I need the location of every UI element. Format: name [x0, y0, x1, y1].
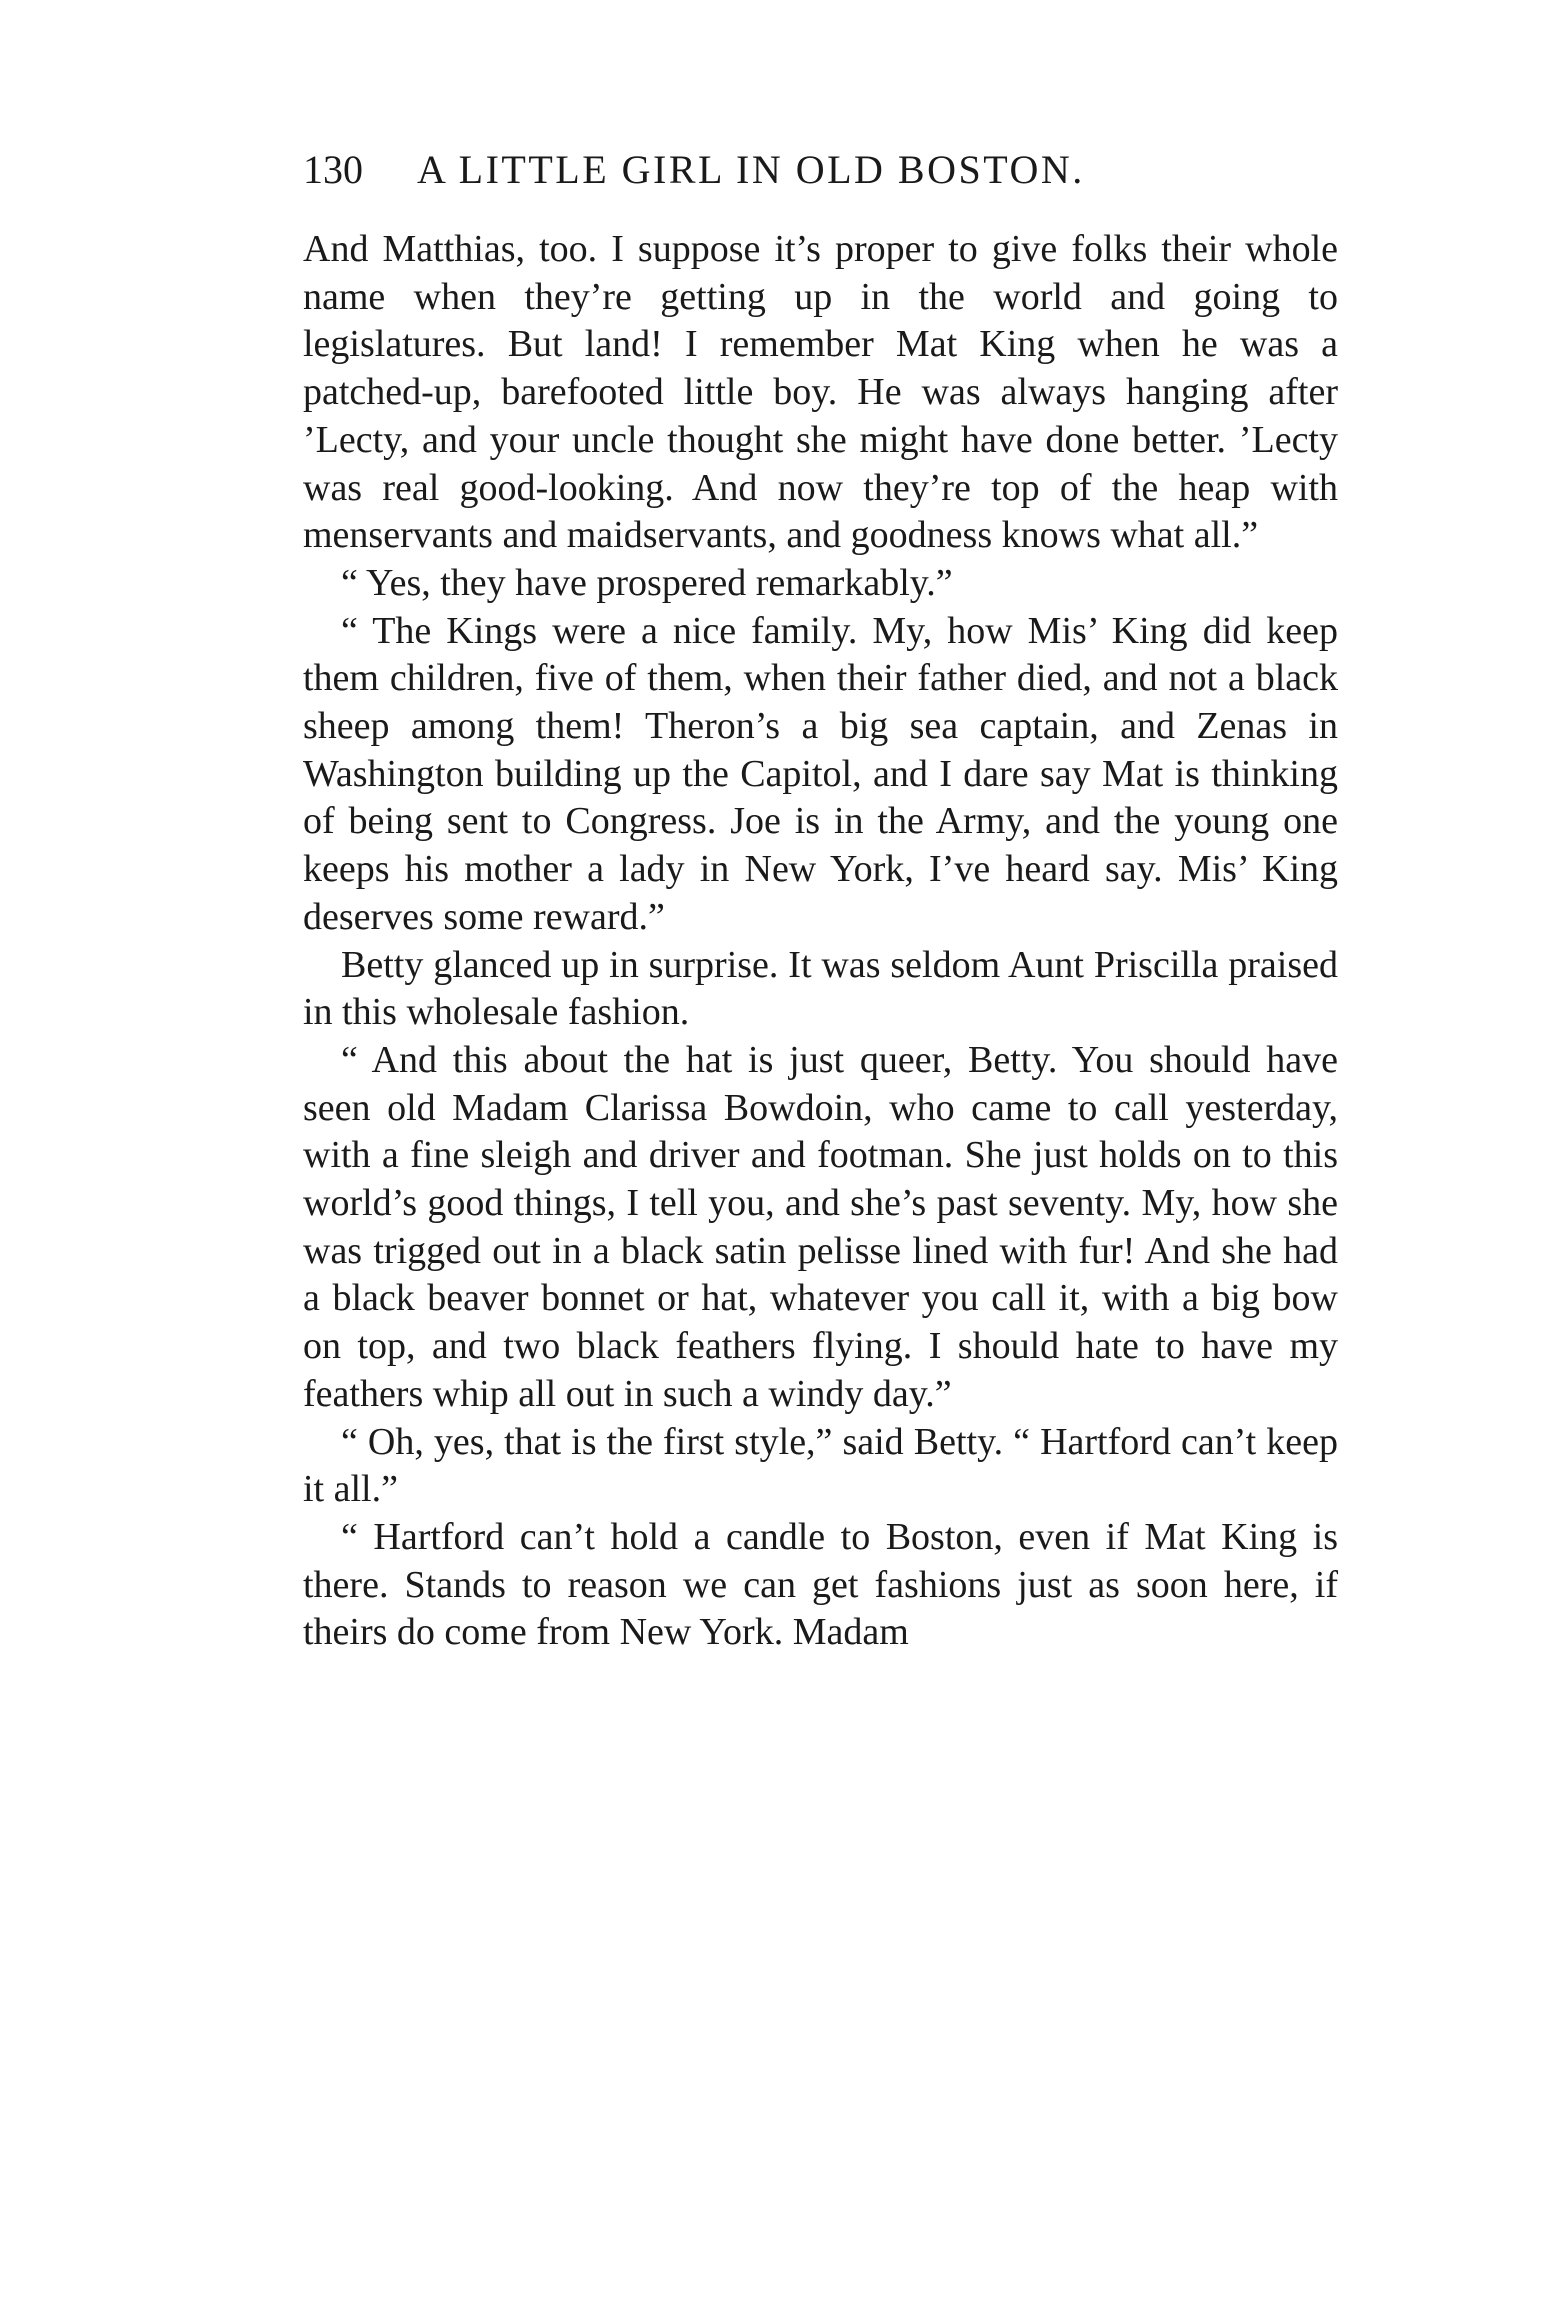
page-header [303, 140, 1343, 200]
running-title: A LITTLE GIRL IN OLD BOSTON. [417, 147, 1085, 192]
paragraph-4: Betty glanced up in surprise. It was seldom Aunt Priscilla praised in this wholesale fashion. [303, 943, 1338, 1034]
paragraph-3: “ The Kings were a nice family. My, how Mis’ King did keep them children, five of them, when their father died, and not a black sheep among them! Theron’s a big sea captain, and Zenas in Washington building up the Capitol, and I dare say Mat is thinking of being sent to Congress. Joe is in the Army, and the young one keeps his mother a lady in New York, I’ve heard say. Mis’ King deserves some reward.” [303, 609, 1338, 938]
paragraph-1: And Matthias, too. I suppose it’s proper to give folks their whole name when they’re getting up in the world and going to legislatures. But land! I remember Mat King when he was a patched-up, barefooted little boy. He was always hanging after ’Lecty, and your uncle thought she might have done better. ’Lecty was real good-looking. And now they’re top of the heap with menservants and maidservants, and goodness knows what all.” [303, 228, 1338, 557]
paragraph-7: “ Hartford can’t hold a candle to Boston, even if Mat King is there. Stands to reason we can get fashions just as soon here, if theirs do come from New York. Madam [303, 1515, 1338, 1654]
paragraph-2: “ Yes, they have prospered remarkably.” [341, 561, 953, 604]
paragraph-6: “ Oh, yes, that is the first style,” said Betty. “ Hartford can’t keep it all.” [303, 1420, 1338, 1511]
body-text [303, 226, 1338, 1657]
paragraph-5: “ And this about the hat is just queer, Betty. You should have seen old Madam Clarissa Bowdoin, who came to call yesterday, with a fine sleigh and driver and footman. She just holds on to this world’s good things, I tell you, and she’s past seventy. My, how she was trigged out in a black satin pelisse lined with fur! And she had a black beaver bonnet or hat, whatever you call it, with a big bow on top, and two black feathers flying. I should hate to have my feathers whip all out in such a windy day.” [303, 1038, 1338, 1415]
page-number: 130 [303, 147, 363, 192]
